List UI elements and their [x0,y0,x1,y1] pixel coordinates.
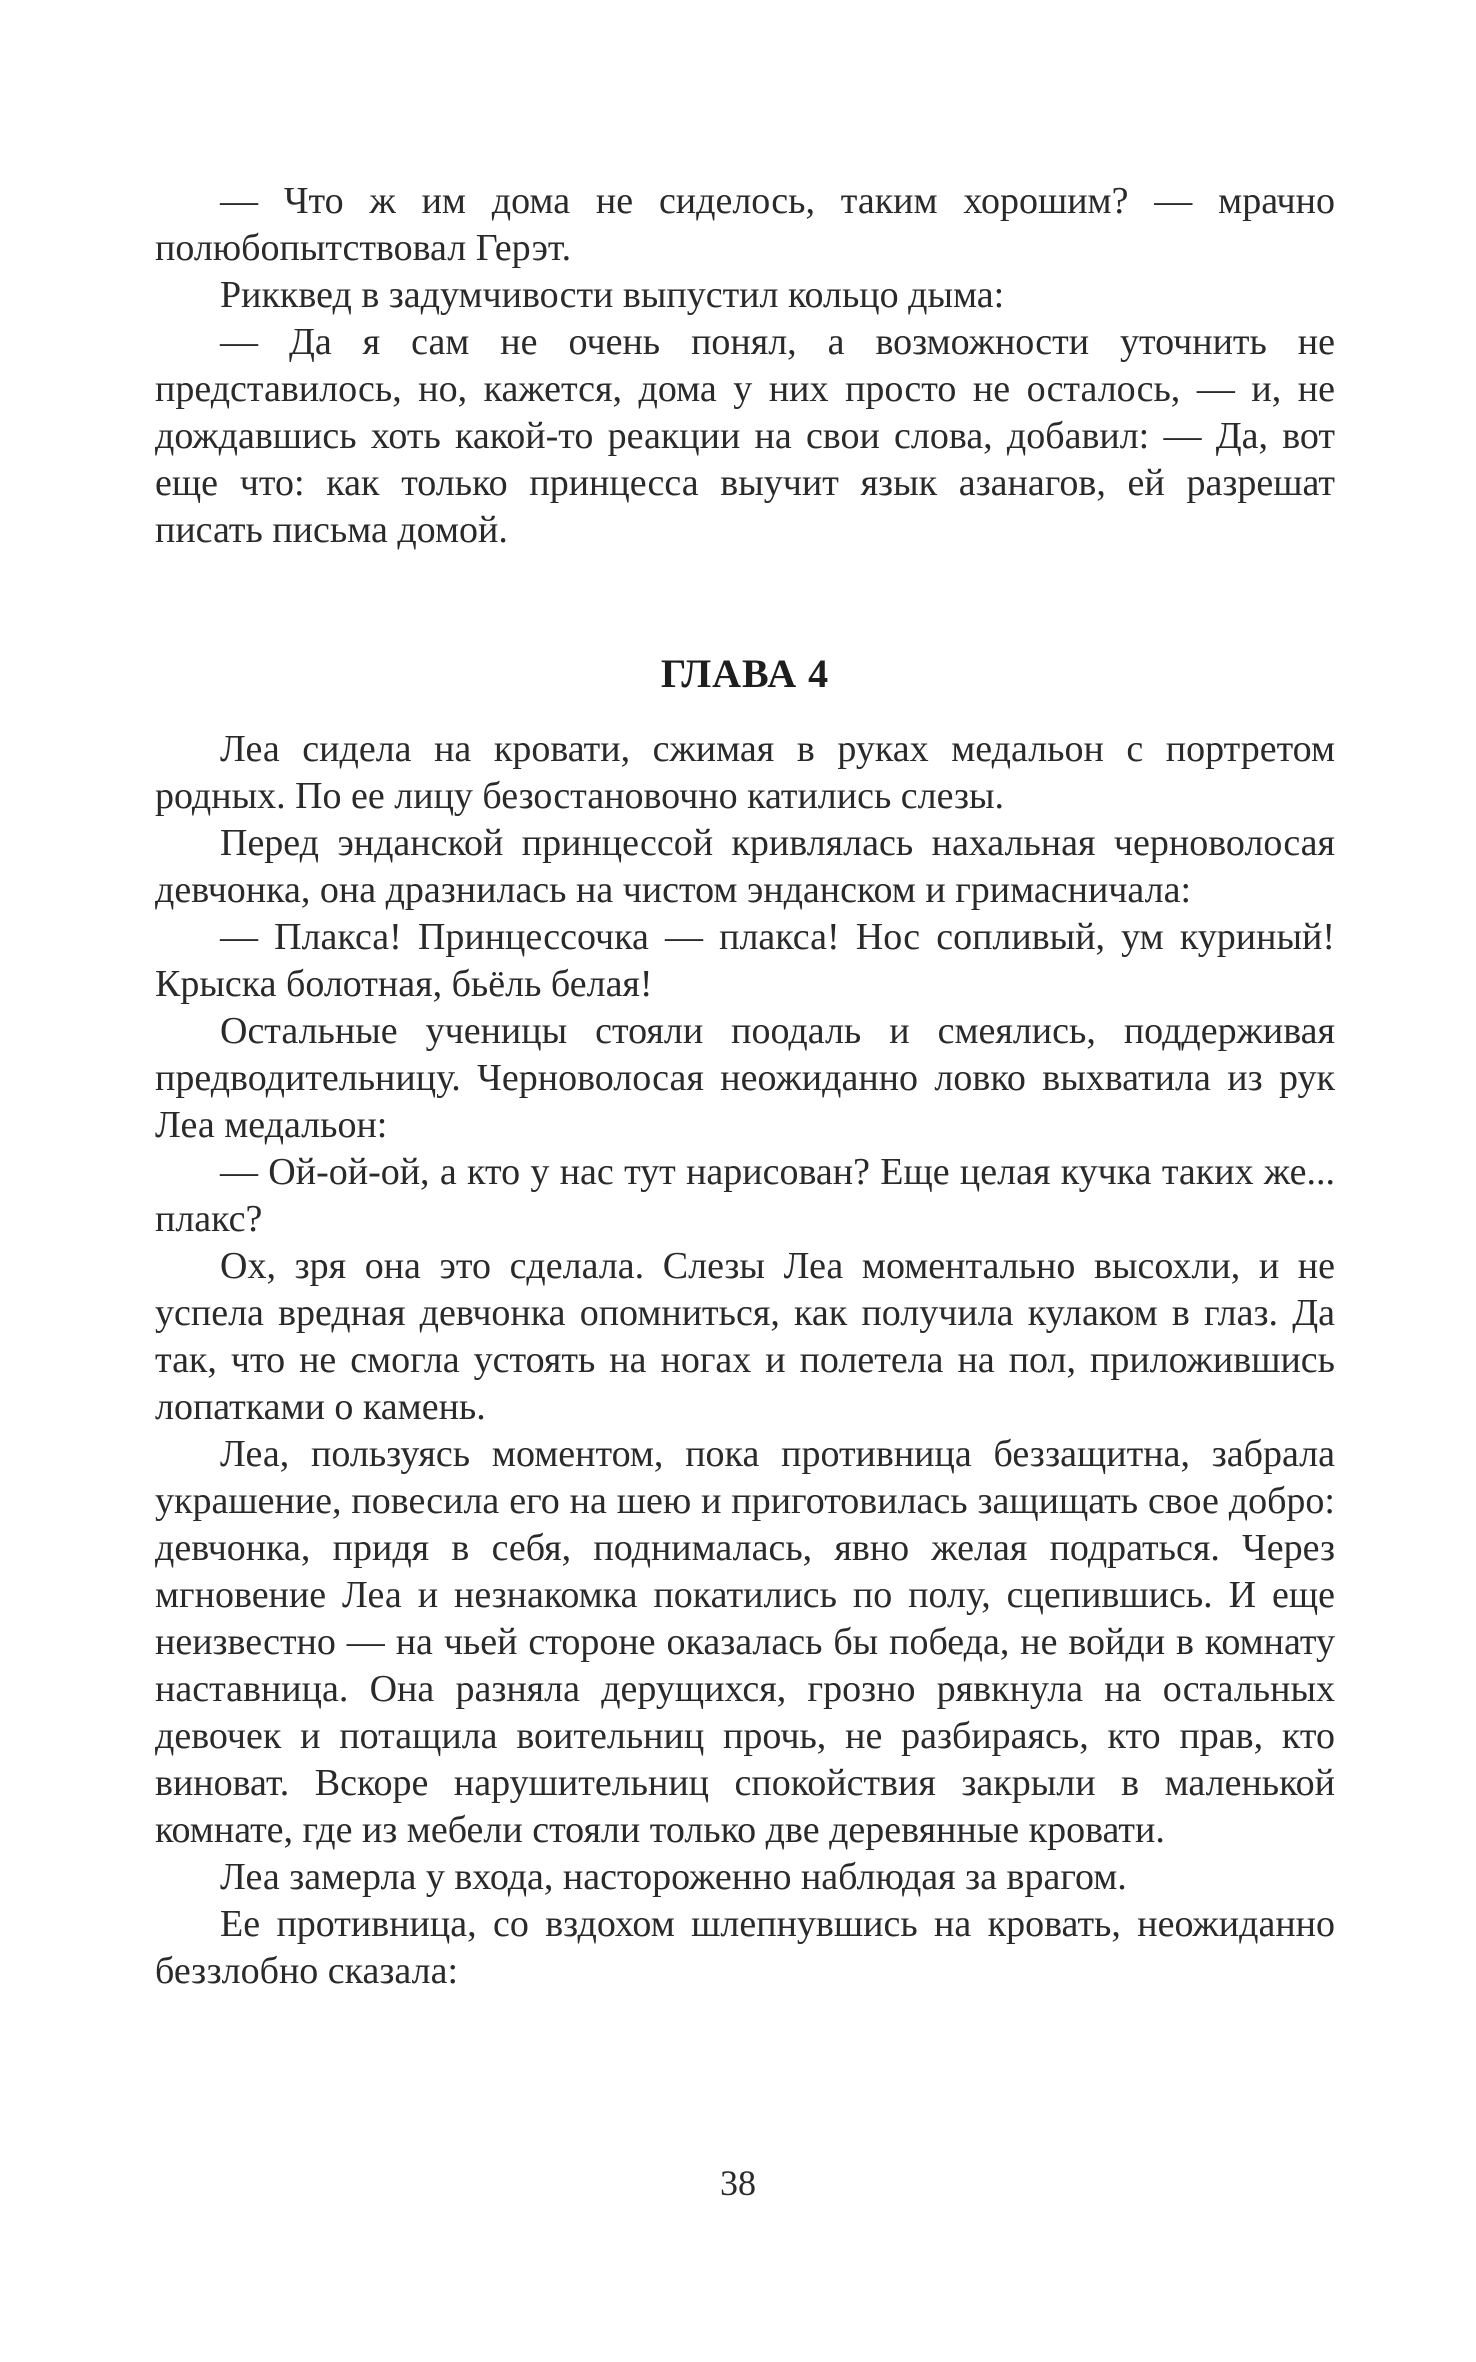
paragraph: Рикквед в задумчивости выпустил кольцо дыма: [220,274,1005,316]
chapter-heading: ГЛАВА 4 [660,651,830,696]
paragraph: — Ой-ой-ой, а кто у нас тут нарисован? Еще целая кучка таких же... плакс? [155,1151,1335,1240]
paragraph: Перед энданской принцессой кривлялась нахальная черноволосая девчонка, она дразнилась на чистом энданском и гримасничала: [155,822,1335,911]
paragraph: Ее противница, со вздохом шлепнувшись на кровать, неожиданно беззлобно сказала: [155,1903,1335,1992]
paragraph: Ох, зря она это сделала. Слезы Леа моментально высохли, и не успела вредная девчонка опомниться, как получила кулаком в глаз. Да так, что не смогла устоять на ногах и полетела на пол, приложившись лопатками о камень. [155,1245,1335,1428]
paragraph: Леа замерла у входа, настороженно наблюдая за врагом. [220,1856,1127,1898]
paragraph: Остальные ученицы стояли поодаль и смеялись, поддерживая предводительницу. Черноволосая неожиданно ловко выхватила из рук Леа медальон: [155,1010,1335,1146]
paragraph: Леа сидела на кровати, сжимая в руках медальон с портретом родных. По ее лицу безостановочно катились слезы. [155,728,1335,817]
paragraph: Леа, пользуясь моментом, пока противница беззащитна, забрала украшение, повесила его на шею и приготовилась защищать свое добро: девчонка, придя в себя, поднималась, явно желая подраться. Через мгновение Леа и незнакомка покатились по полу, сцепившись. И еще неизвестно — на чьей стороне оказалась бы победа, не войди в комнату наставница. Она разняла дерущихся, грозно рявкнула на остальных девочек и потащила воительниц прочь, не разбираясь, кто прав, кто виноват. Вскоре нарушительниц спокойствия закрыли в маленькой комнате, где из мебели стояли только две деревянные кровати. [155,1433,1335,1851]
paragraph: — Что ж им дома не сиделось, таким хорошим? — мрачно полюбопытствовал Герэт. [155,180,1335,269]
paragraph: — Да я сам не очень понял, а возможности уточнить не представилось, но, кажется, дома у них просто не осталось, — и, не дождавшись хоть какой-то реакции на свои слова, добавил: — Да, вот еще что: как только принцесса выучит язык азанагов, ей разрешат писать письма домой. [155,321,1335,551]
page-number: 38 [720,2163,756,2203]
page-body [155,178,1335,1995]
paragraph: — Плакса! Принцессочка — плакса! Нос сопливый, ум куриный! Крыска болотная, бьёль белая! [155,916,1335,1005]
